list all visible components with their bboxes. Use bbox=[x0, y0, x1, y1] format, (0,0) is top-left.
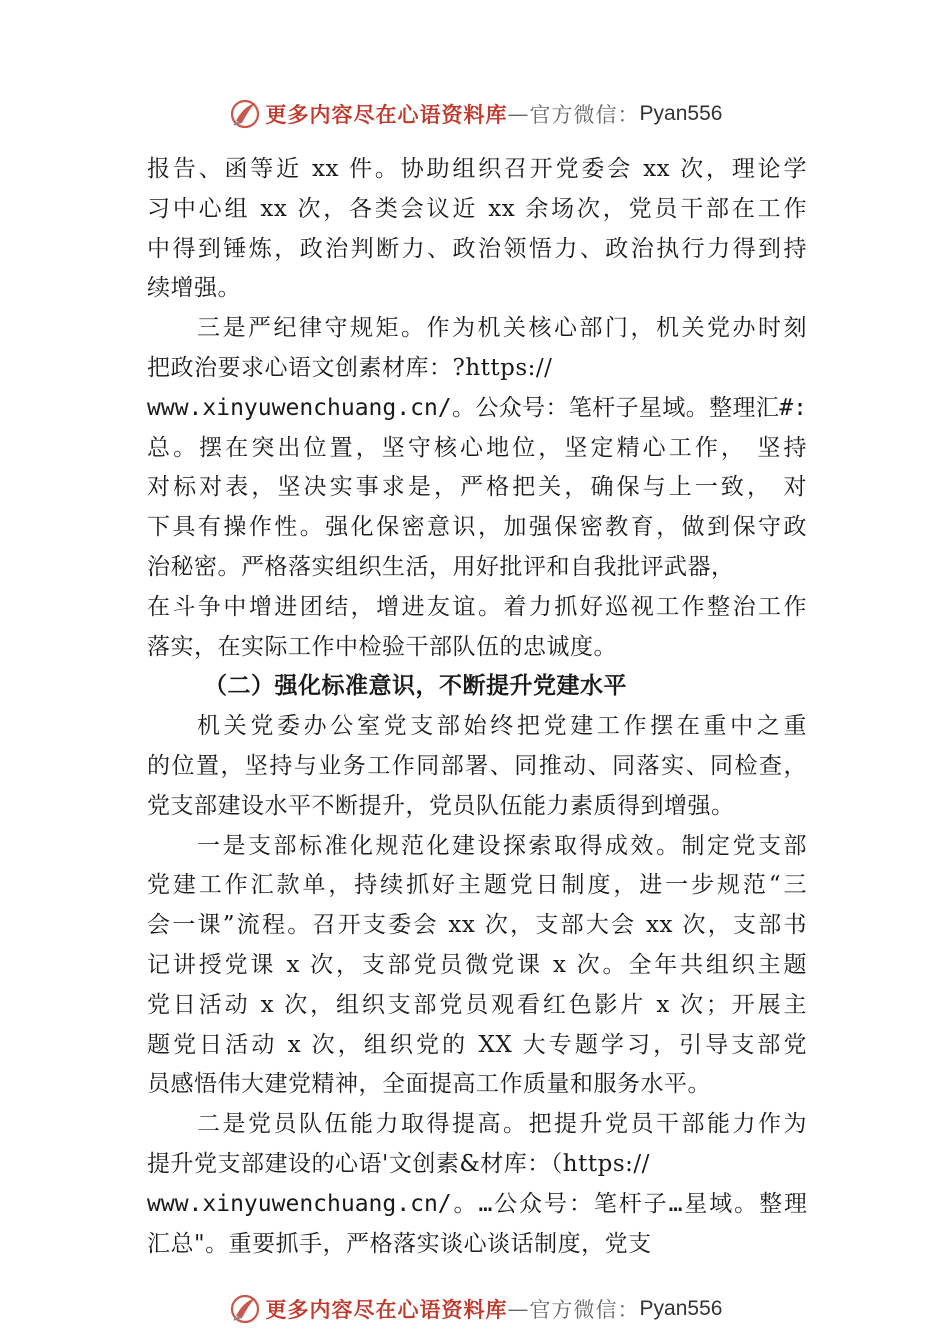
text-line: 记讲授党课 x 次，支部党员微党课 x 次。全年共组织主题 bbox=[147, 951, 807, 978]
text-line: 总。摆在突出位置，坚守核心地位，坚定精心工作， 坚持 bbox=[147, 434, 807, 461]
text-line: 续增强。 bbox=[147, 275, 241, 302]
text-line: 下具有操作性。强化保密意识，加强保密教育，做到保守政 bbox=[147, 514, 807, 541]
text-line: 中得到锤炼，政治判断力、政治领悟力、政治执行力得到持 bbox=[147, 235, 807, 262]
text-line: 汇总"。重要抓手，严格落实谈心谈话制度，党支 bbox=[147, 1230, 652, 1257]
text-line: 题党日活动 x 次，组织党的 XX 大专题学习，引导支部党 bbox=[147, 1031, 807, 1058]
text-line: 三是严纪律守规矩。作为机关核心部门，机关党办时刻 bbox=[197, 315, 807, 342]
text-line: 党日活动 x 次，组织支部党员观看红色影片 x 次；开展主 bbox=[147, 991, 807, 1018]
text-line: 机关党委办公室党支部始终把党建工作摆在重中之重 bbox=[197, 713, 807, 740]
text-line: 提升党支部建设的心语'文创素&材库：（https:// bbox=[147, 1150, 650, 1177]
text-line: www.xinyuwenchuang.cn/。…公众号：笔杆子…星域。整理 bbox=[147, 1190, 807, 1217]
text-line: 报告、函等近 xx 件。协助组织召开党委会 xx 次，理论学 bbox=[147, 156, 807, 182]
text-line: 习中心组 xx 次，各类会议近 xx 余场次，党员干部在工作 bbox=[147, 195, 807, 222]
text-line: 落实，在实际工作中检验干部队伍的忠诚度。 bbox=[147, 633, 617, 660]
watermark-brand: 更多内容尽在心语资料库 bbox=[265, 102, 508, 127]
text-line: 在斗争中增进团结，增进友谊。着力抓好巡视工作整治工作 bbox=[147, 593, 807, 620]
text-line: www.xinyuwenchuang.cn/。公众号：笔杆子星域。整理汇#: bbox=[147, 394, 807, 421]
watermark-wechat-label: 官方微信： bbox=[529, 1298, 640, 1322]
text-line: 一是支部标准化规范化建设探索取得成效。制定党支部 bbox=[197, 832, 807, 859]
watermark-wechat-label: 官方微信： bbox=[529, 103, 640, 127]
text-line: 二是党员队伍能力取得提高。把提升党员干部能力作为 bbox=[197, 1111, 807, 1138]
watermark-wechat-id: Pyan556 bbox=[639, 102, 723, 125]
section-heading: （二）强化标准意识，不断提升党建水平 bbox=[204, 673, 627, 700]
text-line: 治秘密。严格落实组织生活，用好批评和自我批评武器， bbox=[147, 553, 735, 580]
text-line: 把政治要求心语文创素材库：?https:// bbox=[147, 354, 553, 381]
watermark-dash: — bbox=[507, 1297, 530, 1321]
watermark-footer bbox=[0, 1289, 950, 1329]
brush-logo-icon bbox=[228, 97, 262, 131]
document-body bbox=[147, 150, 807, 1264]
text-line: 会一课”流程。召开支委会 xx 次，支部大会 xx 次，支部书 bbox=[147, 912, 807, 939]
text-line: 党支部建设水平不断提升，党员队伍能力素质得到增强。 bbox=[147, 792, 735, 819]
text-line: 的位置，坚持与业务工作同部署、同推动、同落实、同检查， bbox=[147, 752, 807, 779]
watermark-wechat-id: Pyan556 bbox=[639, 1297, 723, 1320]
watermark-dash: — bbox=[507, 102, 530, 126]
text-line: 对标对表，坚决实事求是，严格把关，确保与上一致， 对 bbox=[147, 474, 807, 501]
brush-logo-icon bbox=[228, 1292, 262, 1326]
text-line: 员感悟伟大建党精神，全面提高工作质量和服务水平。 bbox=[147, 1071, 711, 1098]
watermark-header bbox=[0, 94, 950, 134]
watermark-brand: 更多内容尽在心语资料库 bbox=[265, 1297, 508, 1322]
text-line: 党建工作汇款单，持续抓好主题党日制度，进一步规范“三 bbox=[147, 872, 807, 899]
